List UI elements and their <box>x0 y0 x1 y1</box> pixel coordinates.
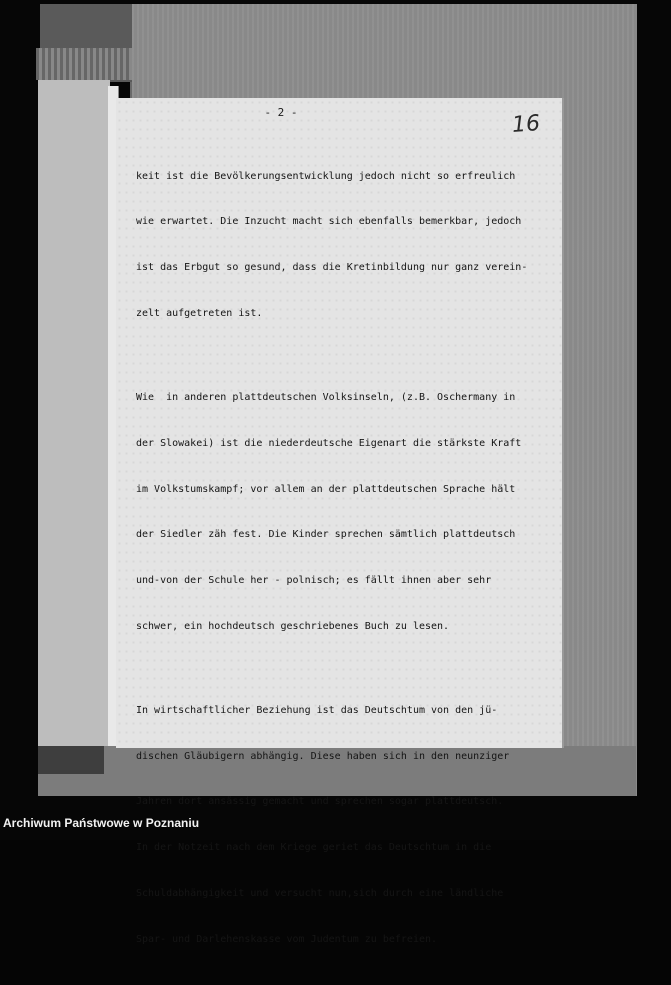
bottom-board-shadow <box>38 746 104 774</box>
text-line: schwer, ein hochdeutsch geschriebenes Buch zu lesen. <box>136 621 450 633</box>
document-body <box>136 138 550 985</box>
text-line: ist das Erbgut so gesund, dass die Kretinbildung nur ganz verein- <box>136 262 528 274</box>
text-line: Jahren dort ansässig gemacht und sprechen sogar plattdeutsch. <box>136 796 504 808</box>
text-line: zelt aufgetreten ist. <box>136 308 263 320</box>
binding-strip <box>36 48 132 80</box>
text-line: dischen Gläubigern abhängig. Diese haben sich in den neunziger <box>136 750 510 762</box>
text-line: Wie in anderen plattdeutschen Volksinseln, (z.B. Oschermany in <box>136 391 516 403</box>
text-line: der Siedler zäh fest. Die Kinder sprechen sämtlich plattdeutsch <box>136 529 516 541</box>
text-line: und-von der Schule her - polnisch; es fällt ihnen aber sehr <box>136 575 492 587</box>
text-line: im Volkstumskampf; vor allem an der plattdeutschen Sprache hält <box>136 483 516 495</box>
paragraph-1 <box>136 138 550 352</box>
underlying-sheet <box>38 80 110 748</box>
text-line: In wirtschaftlicher Beziehung ist das Deutschtum von den jü- <box>136 704 498 716</box>
text-line: Schuldabhängigkeit und versucht nun,sich durch eine ländliche <box>136 888 504 900</box>
paragraph-2 <box>136 359 550 665</box>
archive-label: Archiwum Państwowe w Poznaniu <box>3 816 200 830</box>
document-page <box>116 98 562 946</box>
text-line: In der Notzeit nach dem Kriege geriet das Deutschtum in die <box>136 842 492 854</box>
folio-number: 16 <box>511 111 541 138</box>
text-line: der Slowakei) ist die niederdeutsche Eigenart die stärkste Kraft <box>136 437 522 449</box>
page-number: - 2 - <box>264 106 298 119</box>
text-line: wie erwartet. Die Inzucht macht sich ebenfalls bemerkbar, jedoch <box>136 216 522 228</box>
text-line: keit ist die Bevölkerungsentwicklung jedoch nicht so erfreulich <box>136 170 516 182</box>
text-line: Spar- und Darlehenskasse vom Judentum zu befreien. <box>136 934 438 946</box>
